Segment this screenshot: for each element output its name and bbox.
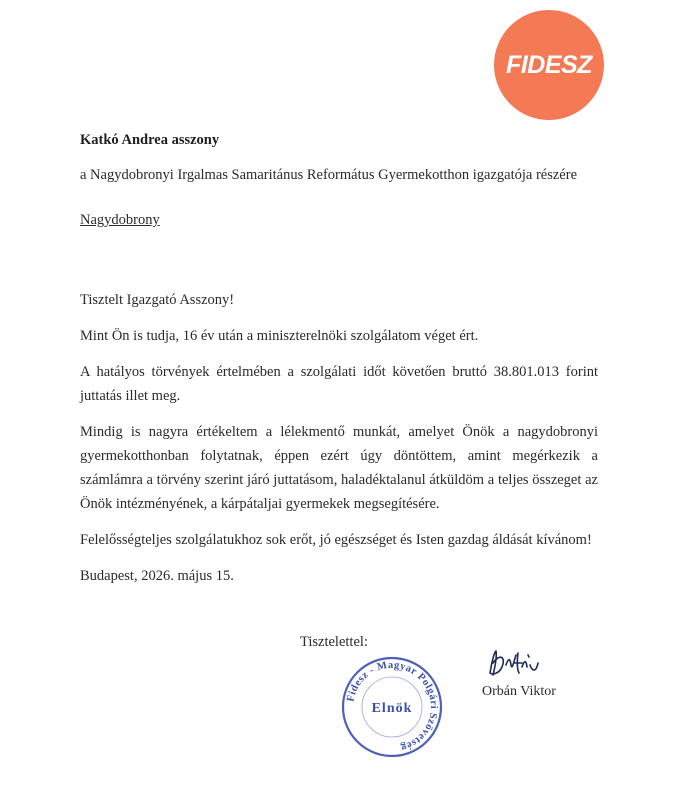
fidesz-logo [494, 10, 604, 120]
letter-body [80, 288, 598, 600]
signer-name: Orbán Viktor [482, 684, 556, 699]
stamp-seal [340, 655, 444, 759]
signature-icon [484, 643, 544, 683]
paragraph: Felelősségteljes szolgálatukhoz sok erőt, jó egészséget és Isten gazdag áldását kívánom! [80, 532, 592, 548]
paragraph: Mindig is nagyra értékeltem a lélekmentő munkát, amelyet Önök a nagydobronyi gyermekotthonban folytatnak, éppen ezért úgy döntöttem, amint megérkezik a számlámra a törvény szerint járó juttatásom, haladéktalanul átküldöm a teljes összeget az Önök intézményének, a kárpátaljai gyermekek megsegítésére. [80, 424, 598, 512]
salutation: Tisztelt Igazgató Asszony! [80, 292, 235, 308]
recipient-city: Nagydobrony [80, 212, 160, 228]
paragraph: Mint Ön is tudja, 16 év után a miniszterelnöki szolgálatom véget ért. [80, 328, 479, 344]
place-date: Budapest, 2026. május 15. [80, 568, 234, 584]
svg-text:Fidesz - Magyar Polgári Szövet: Fidesz - Magyar Polgári Szövetség [345, 659, 440, 753]
recipient-role: a Nagydobronyi Irgalmas Samaritánus Református Gyermekotthon igazgatója részére [80, 167, 578, 183]
recipient-name: Katkó Andrea asszony [80, 132, 220, 148]
svg-text:Elnök: Elnök [371, 701, 413, 716]
paragraph: A hatályos törvények értelmében a szolgálati időt követően bruttó 38.801.013 forint juttatás illet meg. [80, 364, 598, 404]
closing-greeting: Tisztelettel: [300, 634, 368, 650]
logo-text: FIDESZ [506, 50, 592, 79]
